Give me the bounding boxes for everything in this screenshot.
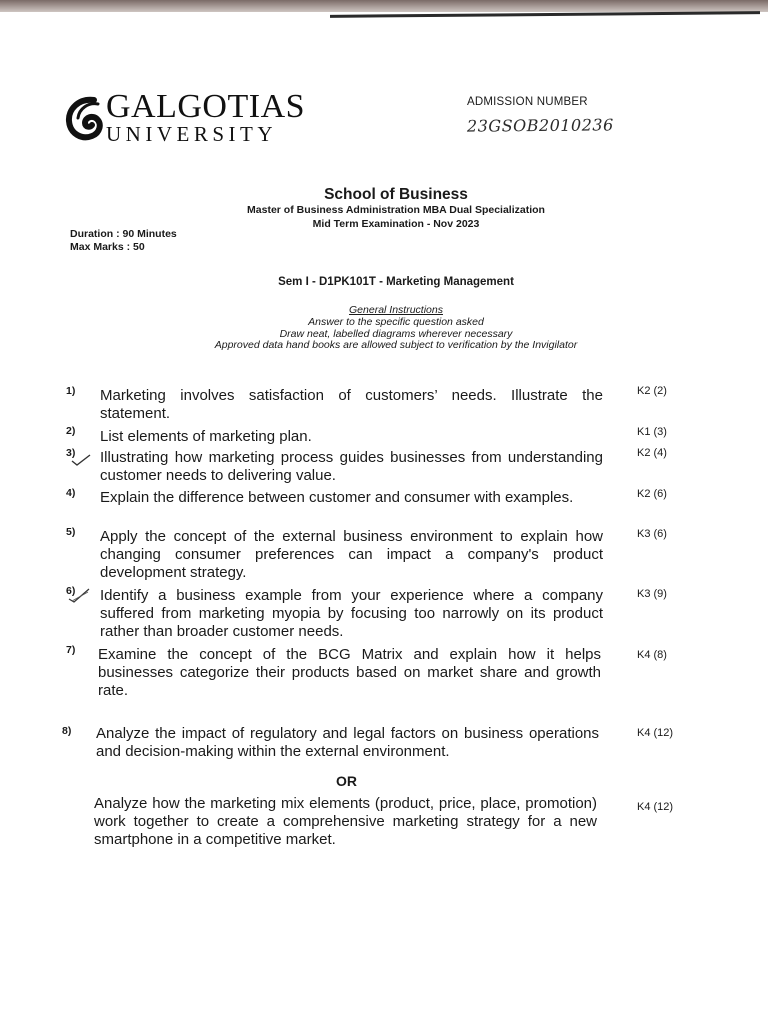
question-number: 3) bbox=[66, 447, 76, 459]
duration: Duration : 90 Minutes bbox=[70, 228, 177, 240]
question-text: Identify a business example from your experience where a company suffered from marketing myopia by focusing too narrowly on its product rather than broader customer needs. bbox=[100, 587, 603, 640]
question-number: 7) bbox=[66, 644, 76, 656]
question-marks: K3 (6) bbox=[637, 528, 667, 540]
question-marks: K4 (8) bbox=[637, 649, 667, 661]
instruction-line: Draw neat, labelled diagrams wherever necessary bbox=[279, 328, 513, 340]
header-rule bbox=[330, 11, 760, 18]
question-marks: K4 (12) bbox=[637, 727, 674, 739]
max-marks: Max Marks : 50 bbox=[70, 241, 145, 253]
question-number: 4) bbox=[66, 487, 76, 499]
question-text: Marketing involves satisfaction of customers’ needs. Illustrate the statement. bbox=[100, 387, 603, 422]
admission-number-handwritten: 23GSOB2010236 bbox=[466, 115, 614, 136]
university-subtitle: UNIVERSITY bbox=[106, 122, 277, 146]
university-name: GALGOTIAS bbox=[106, 88, 306, 125]
admission-number-label: ADMISSION NUMBER bbox=[467, 96, 588, 108]
pen-tick-mark-icon bbox=[70, 451, 92, 467]
question-number: 8) bbox=[62, 725, 72, 737]
exam-term: Mid Term Examination - Nov 2023 bbox=[312, 218, 480, 230]
or-separator: OR bbox=[336, 773, 357, 789]
question-text: Examine the concept of the BCG Matrix and explain how it helps businesses categorize their products based on market share and growth rate. bbox=[98, 646, 601, 699]
pen-check-mark-icon bbox=[68, 587, 90, 603]
galgotias-swirl-icon bbox=[64, 94, 104, 142]
question-text: Illustrating how marketing process guides businesses from understanding customer needs to delivering value. bbox=[100, 449, 603, 484]
question-marks: K2 (6) bbox=[637, 488, 667, 500]
question-text: Explain the difference between customer and consumer with examples. bbox=[100, 489, 574, 506]
instructions-title: General Instructions bbox=[349, 304, 443, 316]
question-marks: K2 (4) bbox=[637, 447, 667, 459]
question-number: 5) bbox=[66, 526, 76, 538]
subject-title: Sem I - D1PK101T - Marketing Management bbox=[278, 276, 514, 288]
question-marks: K4 (12) bbox=[637, 801, 674, 813]
question-text: Analyze the impact of regulatory and legal factors on business operations and decision-making within the external environment. bbox=[96, 725, 599, 760]
question-text: Analyze how the marketing mix elements (product, price, place, promotion) work together to create a comprehensive marketing strategy for a new smartphone in a competitive market. bbox=[94, 795, 597, 848]
question-marks: K3 (9) bbox=[637, 588, 667, 600]
question-marks: K1 (3) bbox=[637, 426, 667, 438]
instruction-line: Answer to the specific question asked bbox=[308, 316, 484, 328]
university-logo bbox=[64, 90, 305, 145]
program-title: Master of Business Administration MBA Dual Specialization bbox=[247, 204, 545, 216]
question-marks: K2 (2) bbox=[637, 385, 667, 397]
question-number: 6) bbox=[66, 585, 76, 597]
instruction-line: Approved data hand books are allowed subject to verification by the Invigilator bbox=[214, 339, 578, 351]
school-title: School of Business bbox=[324, 186, 468, 203]
question-number: 1) bbox=[66, 385, 76, 397]
question-text: Apply the concept of the external business environment to explain how changing consumer preferences can impact a company's product development strategy. bbox=[100, 528, 603, 581]
question-number: 2) bbox=[66, 425, 76, 437]
question-text: List elements of marketing plan. bbox=[100, 428, 312, 445]
scan-edge bbox=[0, 0, 768, 12]
